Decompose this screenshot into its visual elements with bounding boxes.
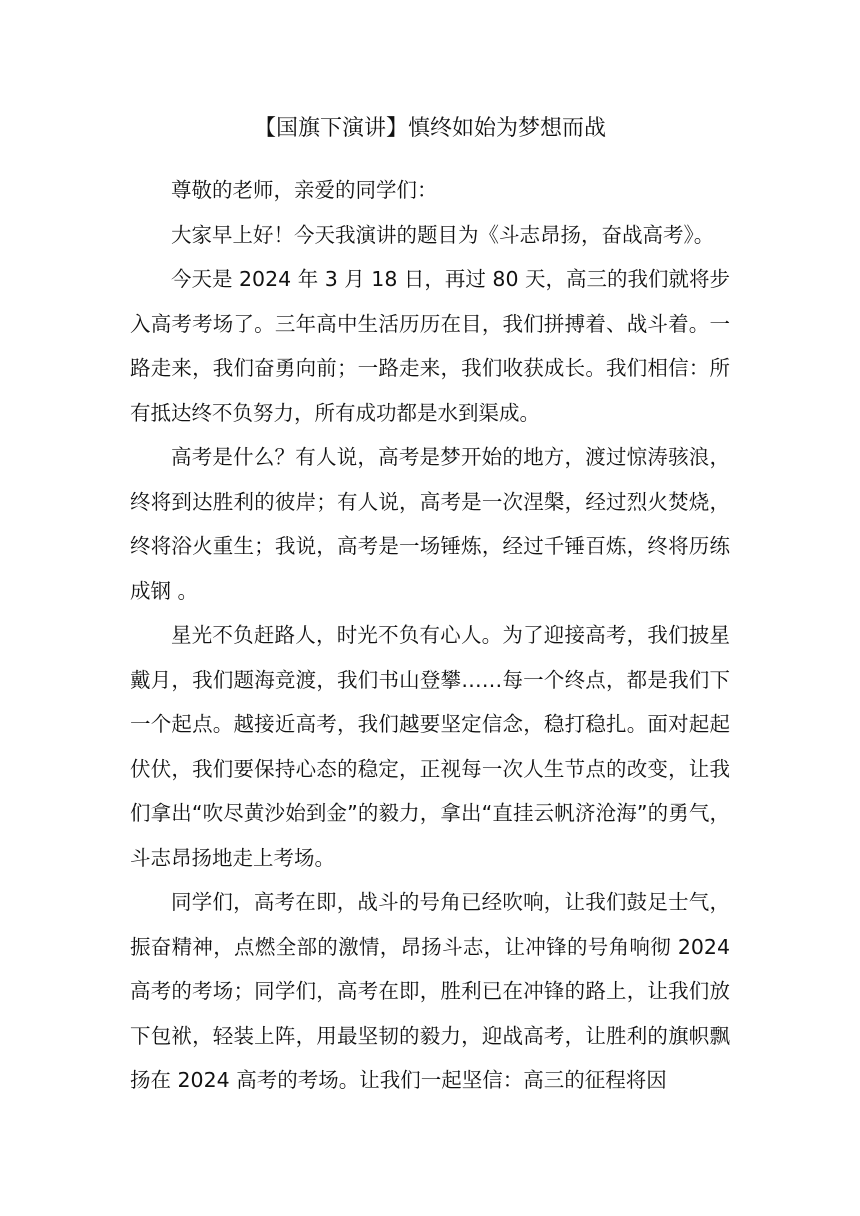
document-body bbox=[130, 168, 730, 1103]
body-paragraph: 今天是 2024 年 3 月 18 日，再过 80 天，高三的我们就将步入高考考场了。三年高中生活历历在目，我们拼搏着、战斗着。一路走来，我们奋勇向前；一路走来，我们收获成长。我们相信：所有抵达终不负努力，所有成功都是水到渠成。 bbox=[130, 267, 731, 425]
document-title: 【国旗下演讲】慎终如始为梦想而战 bbox=[253, 116, 606, 141]
body-paragraph: 同学们，高考在即，战斗的号角已经吹响，让我们鼓足士气，振奋精神，点燃全部的激情，昂扬斗志，让冲锋的号角响彻 2024 高考的考场；同学们，高考在即，胜利已在冲锋的路上，让我们放下包袱，轻装上阵，用最坚韧的毅力，迎战高考，让胜利的旗帜飘扬在 2024 高考的考场。让我们一起坚信：高三的征程将因 bbox=[130, 890, 730, 1092]
body-paragraph: 星光不负赶路人，时光不负有心人。为了迎接高考，我们披星戴月，我们题海竞渡，我们书山登攀……每一个终点，都是我们下一个起点。越接近高考，我们越要坚定信念，稳打稳扎。面对起起伏伏，我们要保持心态的稳定，正视每一次人生节点的改变，让我们拿出“吹尽黄沙始到金”的毅力，拿出“直挂云帆济沧海”的勇气，斗志昂扬地走上考场。 bbox=[130, 623, 730, 870]
body-paragraph: 高考是什么？有人说，高考是梦开始的地方，渡过惊涛骇浪，终将到达胜利的彼岸；有人说，高考是一次涅槃，经过烈火焚烧，终将浴火重生；我说，高考是一场锤炼，经过千锤百炼，终将历练成钢 。 bbox=[130, 445, 730, 603]
greeting-paragraph: 大家早上好！今天我演讲的题目为《斗志昂扬，奋战高考》。 bbox=[171, 222, 715, 247]
salutation-paragraph: 尊敬的老师，亲爱的同学们： bbox=[171, 178, 438, 202]
